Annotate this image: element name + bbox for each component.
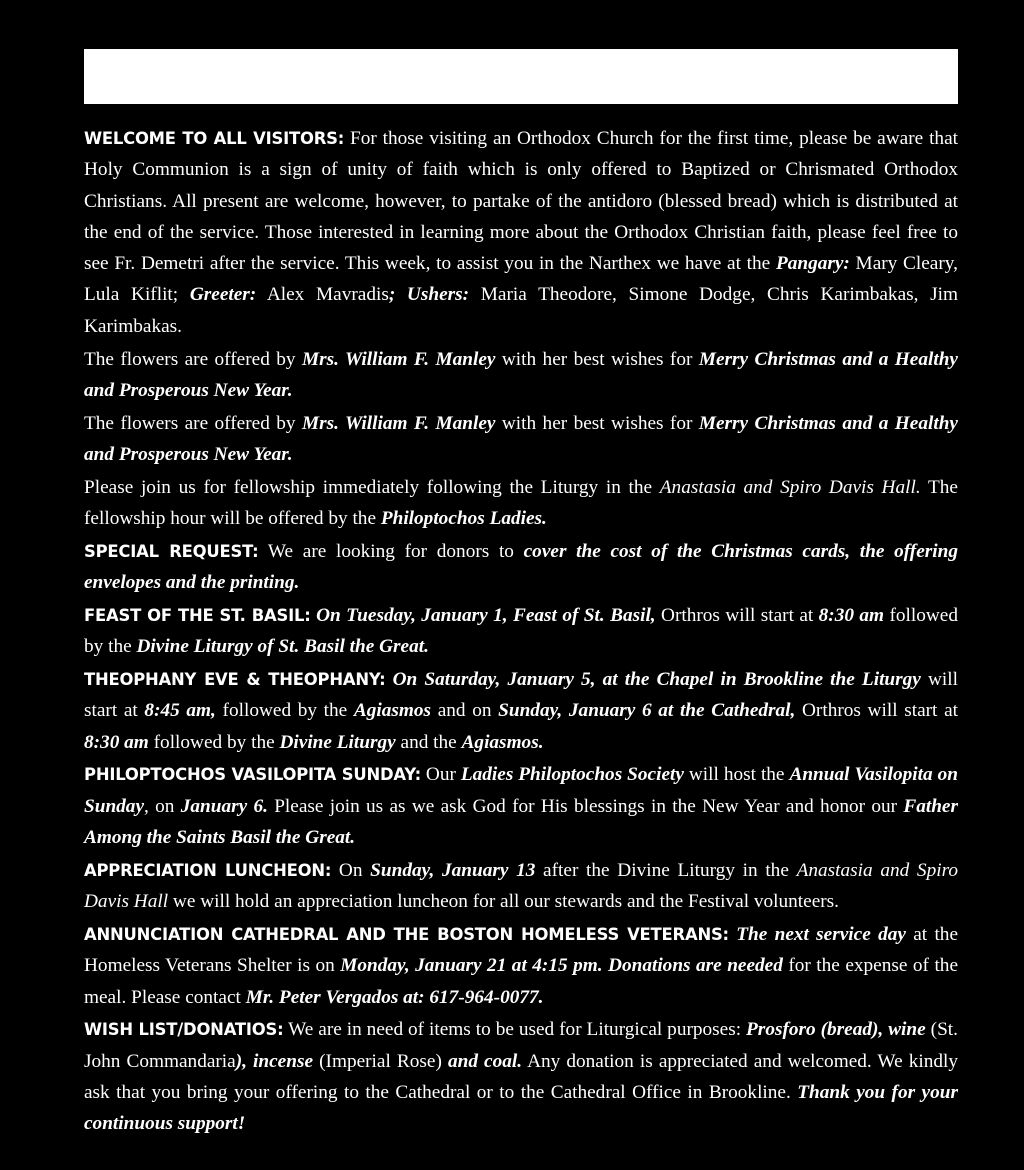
body-text: and the [395,731,462,753]
paragraph-welcome-visitors [84,123,958,342]
body-text: Our [420,764,461,786]
emphasis-text: Greeter: [189,284,257,306]
emphasis-text: ), incense [235,1050,314,1072]
emphasis-text: cover the cost of the Christmas cards, the offering envelopes and the printing. [84,540,958,594]
body-text: with her best wishes for [495,348,699,370]
body-text: (Imperial Rose) [313,1050,448,1072]
body-text: The flowers are offered by [84,348,302,370]
emphasis-text: January 6. [180,795,268,817]
body-text: The flowers are offered by [84,412,302,434]
paragraph-fellowship [84,472,958,535]
body-text: followed by the [215,700,354,722]
body-text: Please join us as we ask God for His blessings in the New Year and honor our [267,795,904,817]
body-text: with her best wishes for [495,412,699,434]
body-text: after the Divine Liturgy in the [535,859,797,881]
body-text: Orthros will start at [795,700,958,722]
body-text: We are looking for donors to [258,540,524,562]
section-heading: WISH LIST/DONATIOS: [84,1020,284,1040]
emphasis-text: and coal. [447,1050,523,1072]
paragraph-homeless-veterans [84,919,958,1013]
body-text: we will hold an appreciation luncheon for all our stewards and the Festival volunteers. [168,891,840,913]
emphasis-text: Ladies Philoptochos Society [460,764,684,786]
section-heading: PHILOPTOCHOS VASILOPITA SUNDAY: [84,765,421,785]
section-heading: SPECIAL REQUEST: [84,541,259,561]
emphasis-text: Sunday, January 6 at the Cathedral, [498,700,796,722]
emphasis-text: Merry Christmas and a Healthy and Prosperous New Year. [84,348,958,401]
paragraph-vasilopita [84,759,958,853]
section-heading: ANNUNCIATION CATHEDRAL AND THE BOSTON HOMELESS VETERANS: [84,924,729,944]
emphasis-text: Annual Vasilopita on Sunday [84,764,958,817]
body-text: (St. John Commandaria [84,1019,958,1072]
emphasis-text: Sunday, January 13 [370,859,536,881]
body-text: followed by the [84,604,958,658]
body-text: The fellowship hour will be offered by the [84,476,958,530]
body-text: will host the [683,764,790,786]
emphasis-text: Prosforo (bread), wine [746,1019,926,1041]
emphasis-text: ; Ushers: [388,284,470,306]
body-text: For those visiting an Orthodox Church for the first time, please be aware that Holy Communion is a sign of unity of faith which is only offered to Baptized or Chrismated Orthodox Christians. All present are welcome, however, to partake of the antidoro (blessed bread) which is distributed at the end of the service. Those interested in learning more about the Orthodox Christian faith, please feel free to see Fr. Demetri after the service. This week, to assist you in the Narthex we have at the [84,128,958,275]
paragraph-flowers-offering-2 [84,408,958,471]
body-text: and on [431,700,499,722]
emphasis-text: Agiasmos. [461,731,544,753]
emphasis-text: Monday, January 21 at 4:15 pm. Donations are needed [340,955,783,977]
header-banner [84,49,958,104]
body-text: at the Homeless Veterans Shelter is on [84,923,958,977]
emphasis-text: On Saturday, January 5, at the Chapel in Brookline the Liturgy [392,669,921,691]
paragraph-appreciation-luncheon [84,855,958,918]
emphasis-text: Philoptochos Ladies. [380,508,547,530]
body-text: Maria Theodore, Simone Dodge, Chris Karimbakas, Jim Karimbakas. [84,284,958,337]
emphasis-text: Pangary: [775,253,850,275]
section-heading: WELCOME TO ALL VISITORS: [84,129,345,148]
body-text: followed by the [148,731,280,753]
section-heading: FEAST OF THE ST. BASIL: [84,605,311,625]
emphasis-text: Divine Liturgy of St. Basil the Great. [136,636,429,658]
paragraph-theophany [84,664,958,758]
body-text [385,669,392,690]
emphasis-text: Mrs. William F. Manley [301,348,496,370]
emphasis-text: Mrs. William F. Manley [301,412,496,434]
paragraph-flowers-offering-1 [84,344,958,407]
body-text: will start at [84,669,959,722]
body-text: Alex Mavradis [256,284,389,306]
emphasis-text: Divine Liturgy [279,731,396,753]
emphasis-text: Thank you for your continuous support! [84,1081,958,1135]
emphasis-text: Father Among the Saints Basil the Great. [84,795,958,849]
emphasis-text: Merry Christmas and a Healthy and Prosperous New Year. [84,412,958,465]
body-text: On [331,859,371,881]
body-text: Please join us for fellowship immediately following the Liturgy in the [84,476,660,498]
announcements [84,123,958,1140]
emphasis-text: 8:30 am [84,731,149,753]
section-heading: APPRECIATION LUNCHEON: [84,860,332,880]
body-text: We are in need of items to be used for Liturgical purposes: [283,1019,747,1041]
emphasis-text: Mr. Peter Vergados at: 617-964-0077. [245,986,544,1008]
section-heading: THEOPHANY EVE & THEOPHANY: [84,670,386,690]
body-text: Any donation is appreciated and welcomed. We kindly ask that you bring your offering to the Cathedral or to the Cathedral Office in Brookline. [84,1050,958,1103]
emphasis-text: Agiasmos [353,700,432,722]
emphasis-text: On Tuesday, January 1, Feast of St. Basil, [316,604,656,626]
paragraph-special-request [84,536,958,599]
body-text: , on [144,795,181,817]
emphasis-text: Anastasia and Spiro Davis Hall [84,859,959,913]
paragraph-feast-st-basil [84,600,958,663]
emphasis-text: Anastasia and Spiro Davis Hall. [659,476,921,498]
body-text: Mary Cleary, Lula Kiflit; [84,253,958,306]
emphasis-text: 8:45 am, [144,700,216,722]
paragraph-wish-list [84,1014,958,1139]
emphasis-text: The next service day [736,923,906,945]
emphasis-text: 8:30 am [818,604,885,626]
body-text: for the expense of the meal. Please contact [84,955,959,1008]
body-text: Orthros will start at [655,604,819,626]
